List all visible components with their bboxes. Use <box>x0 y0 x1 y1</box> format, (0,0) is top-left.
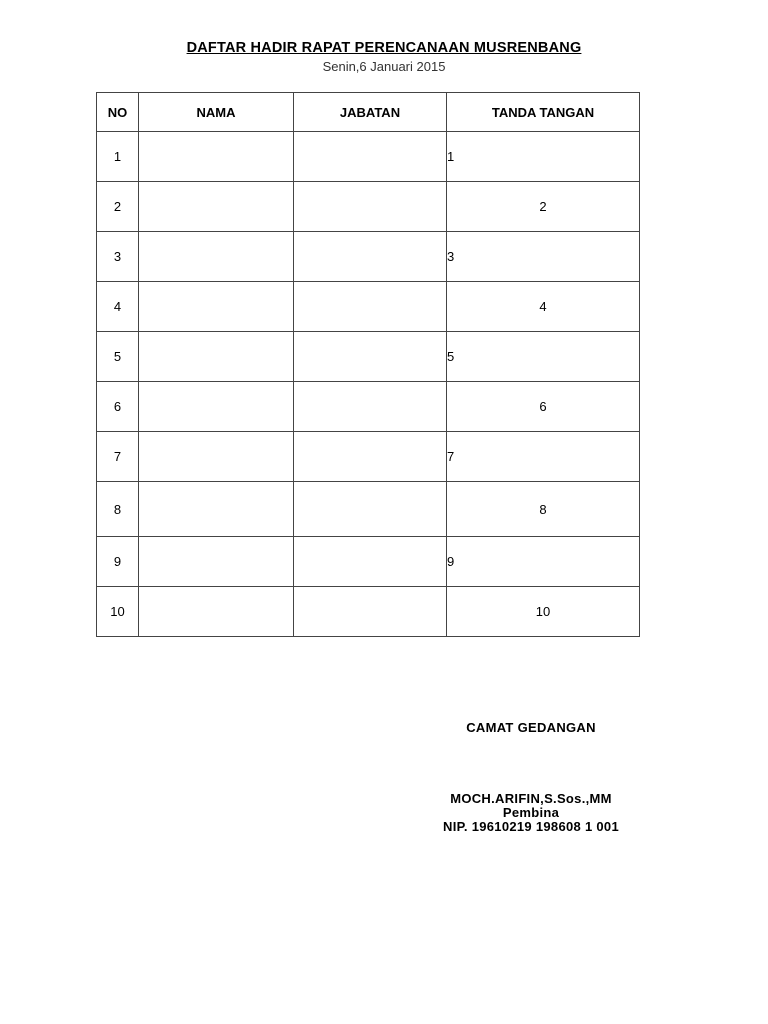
name-cell <box>139 332 294 382</box>
signature-cell: 1 <box>447 132 640 182</box>
table-row <box>97 432 640 482</box>
signatory-rank: Pembina <box>502 805 560 820</box>
position-cell <box>294 482 447 537</box>
name-cell <box>139 282 294 332</box>
name-cell <box>139 382 294 432</box>
name-cell <box>139 432 294 482</box>
row-number: 8 <box>97 482 139 537</box>
signature-cell: 8 <box>447 482 640 537</box>
table-row <box>97 182 640 232</box>
position-cell <box>294 432 447 482</box>
position-cell <box>294 132 447 182</box>
position-cell <box>294 382 447 432</box>
column-header-no: NO <box>97 93 139 132</box>
signatory-office: CAMAT GEDANGAN <box>466 720 596 735</box>
table-row <box>97 482 640 537</box>
signature-cell: 2 <box>447 182 640 232</box>
column-header-nama: NAMA <box>139 93 294 132</box>
name-cell <box>139 537 294 587</box>
attendance-table <box>96 92 640 637</box>
position-cell <box>294 332 447 382</box>
name-cell <box>139 132 294 182</box>
row-number: 9 <box>97 537 139 587</box>
table-row <box>97 587 640 637</box>
document-title: DAFTAR HADIR RAPAT PERENCANAAN MUSRENBANG <box>186 40 582 56</box>
table-row <box>97 382 640 432</box>
table-row <box>97 232 640 282</box>
signatory-nip: NIP. 19610219 198608 1 001 <box>443 819 619 834</box>
row-number: 2 <box>97 182 139 232</box>
position-cell <box>294 587 447 637</box>
row-number: 1 <box>97 132 139 182</box>
position-cell <box>294 282 447 332</box>
name-cell <box>139 482 294 537</box>
table-row <box>97 132 640 182</box>
table-row <box>97 537 640 587</box>
position-cell <box>294 182 447 232</box>
row-number: 4 <box>97 282 139 332</box>
signatory-block <box>420 792 642 834</box>
position-cell <box>294 537 447 587</box>
signature-cell: 7 <box>447 432 640 482</box>
column-header-jabatan: JABATAN <box>294 93 447 132</box>
table-row <box>97 332 640 382</box>
table-header-row <box>97 93 640 132</box>
signature-cell: 4 <box>447 282 640 332</box>
column-header-tanda-tangan: TANDA TANGAN <box>447 93 640 132</box>
signature-cell: 10 <box>447 587 640 637</box>
row-number: 3 <box>97 232 139 282</box>
position-cell <box>294 232 447 282</box>
signatory-name: MOCH.ARIFIN,S.Sos.,MM <box>450 791 612 806</box>
row-number: 10 <box>97 587 139 637</box>
row-number: 5 <box>97 332 139 382</box>
row-number: 7 <box>97 432 139 482</box>
document-date: Senin,6 Januari 2015 <box>322 59 446 74</box>
signature-cell: 6 <box>447 382 640 432</box>
signature-cell: 3 <box>447 232 640 282</box>
table-row <box>97 282 640 332</box>
name-cell <box>139 182 294 232</box>
name-cell <box>139 232 294 282</box>
signature-cell: 5 <box>447 332 640 382</box>
signature-cell: 9 <box>447 537 640 587</box>
row-number: 6 <box>97 382 139 432</box>
name-cell <box>139 587 294 637</box>
